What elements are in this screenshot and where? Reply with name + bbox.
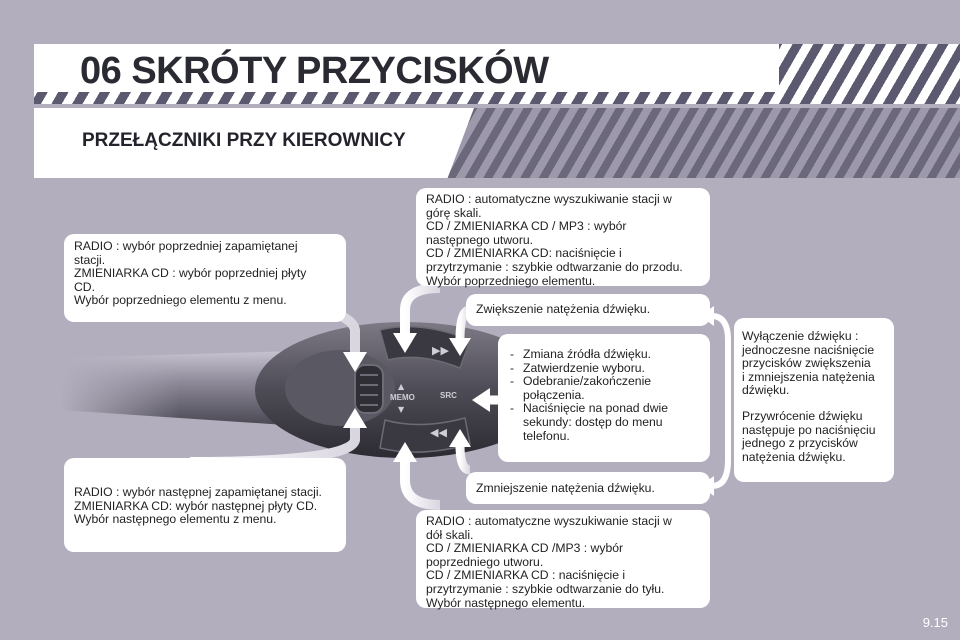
rewind-icon: ◀◀: [430, 426, 447, 439]
search-down-box: RADIO : automatyczne wyszukiwanie stacji w dół skali. CD / ZMIENIARKA CD /MP3 : wybór poprzedniego utworu. CD / ZMIENIARKA CD : naciśnięcie i przytrzymanie : szybkie odtwarzanie do tyłu. Wybór następnego elementu.: [416, 510, 710, 608]
page-number: 9.15: [922, 615, 948, 630]
arrow-search-down: [405, 460, 440, 505]
forward-icon: ▶▶: [432, 344, 449, 357]
prev-station-box: RADIO : wybór poprzedniej zapamiętanej stacji. ZMIENIARKA CD : wybór poprzedniej płyty CD. Wybór poprzedniego elementu z menu.: [64, 234, 346, 322]
next-station-box: RADIO : wybór następnej zapamiętanej stacji. ZMIENIARKA CD: wybór następnej płyty CD. Wybór następnego elementu z menu.: [64, 458, 346, 552]
memo-down-icon: ▼: [398, 405, 405, 414]
section-title: PRZEŁĄCZNIKI PRZY KIEROWNICY: [82, 130, 406, 151]
src-box: - Zmiana źródła dźwięku. - Zatwierdzenie wyboru. - Odebranie/zakończenie połączenia. - Naciśnięcie na ponad dwie sekundy: dostęp do menu telefonu.: [498, 334, 710, 462]
volume-up-box: Zwiększenie natężenia dźwięku.: [466, 294, 710, 326]
volume-down-box: Zmniejszenie natężenia dźwięku.: [466, 472, 710, 504]
memo-label: MEMO: [390, 393, 415, 402]
arrow-mute-bracket: [712, 316, 728, 486]
stalk-fade: [60, 340, 180, 430]
mute-box: Wyłączenie dźwięku : jednoczesne naciśnięcie przycisków zwiększenia i zmniejszenia natężenia dźwięku. Przywrócenie dźwięku następuje po naciśnięciu jednego z przycisków natężenia dźwięku.: [734, 318, 894, 482]
search-up-box: RADIO : automatyczne wyszukiwanie stacji w górę skali. CD / ZMIENIARKA CD / MP3 : wybór następnego utworu. CD / ZMIENIARKA CD: naciśnięcie i przytrzymanie : szybkie odtwarzanie do przodu. Wybór poprzedniego elementu.: [416, 188, 710, 286]
memo-up-icon: ▲: [398, 382, 405, 391]
page-title: 06 SKRÓTY PRZYCISKÓW: [80, 50, 549, 92]
src-label: SRC: [440, 391, 457, 400]
